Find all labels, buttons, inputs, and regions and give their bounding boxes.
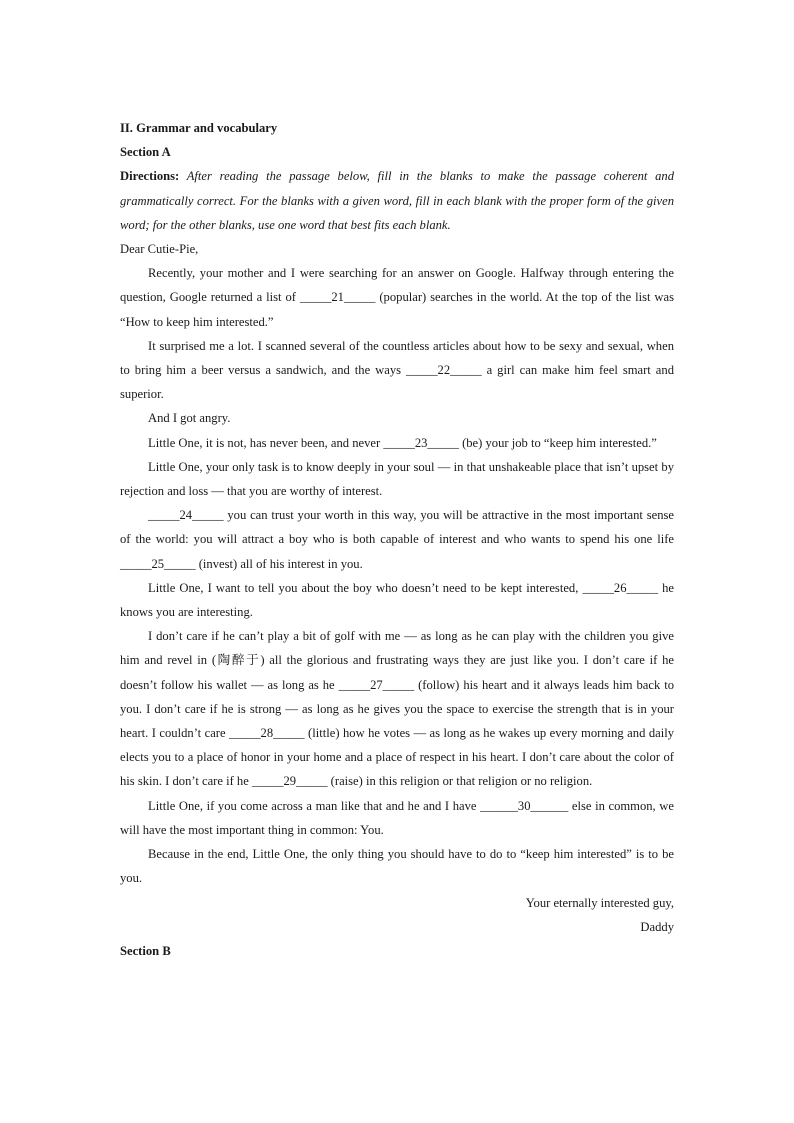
directions-label: Directions: <box>120 169 180 184</box>
document-page <box>120 116 674 963</box>
paragraph: Because in the end, Little One, the only thing you should have to do to “keep him interested” is to be you. <box>120 847 674 886</box>
paragraph: It surprised me a lot. I scanned several of the countless articles about how to be sexy and sexual, when to bring him a beer versus a sandwich, and the ways _____22_____ a girl can make him feel smart and superior. <box>120 338 674 402</box>
paragraph: Little One, I want to tell you about the boy who doesn’t need to be kept interested, _____26_____ he knows you are interesting. <box>120 580 674 620</box>
paragraph: And I got angry. <box>148 411 231 426</box>
directions <box>120 164 674 237</box>
paragraph: Little One, it is not, has never been, and never _____23_____ (be) your job to “keep him interested.” <box>148 435 657 450</box>
section-b-heading: Section B <box>120 943 171 958</box>
letter-signature: Daddy <box>640 919 674 934</box>
paragraph: I don’t care if he can’t play a bit of golf with me — as long as he can play with the children you give him and revel in (陶醉于) all the glorious and frustrating ways they are just like you. I don’t care if he doesn’t follow his wallet — as long as he _____27_____ (follow) his heart and it always leads him back to you. I don’t care if he is strong — as long as he gives you the space to exercise the strength that is in your heart. I couldn’t care _____28_____ (little) how he votes — as long as he wakes up every morning and daily elects you to a place of honor in your home and a place of respect in his heart. I don’t care about the color of his skin. I don’t care if he _____29_____ (raise) in this religion or that religion or no religion. <box>120 629 674 789</box>
paragraph: Recently, your mother and I were searching for an answer on Google. Halfway through entering the question, Google returned a list of _____21_____ (popular) searches in the world. At the top of the list was “How to keep him interested.” <box>120 266 674 329</box>
paragraph: Little One, your only task is to know deeply in your soul — in that unshakeable place that isn’t upset by rejection and loss — that you are worthy of interest. <box>120 459 674 499</box>
directions-text: After reading the passage below, fill in the blanks to make the passage coherent and grammatically correct. For the blanks with a given word, fill in each blank with the proper form of the given word; for the other blanks, use one word that best fits each blank. <box>120 169 674 232</box>
letter-salutation: Dear Cutie-Pie, <box>120 242 199 257</box>
section-a-heading: Section A <box>120 145 171 160</box>
paragraph: Little One, if you come across a man like that and he and I have ______30______ else in common, we will have the most important thing in common: You. <box>120 798 674 837</box>
part-heading: II. Grammar and vocabulary <box>120 121 278 135</box>
paragraph: _____24_____ you can trust your worth in this way, you will be attractive in the most important sense of the world: you will attract a boy who is both capable of interest and who wants to spend his one life _____25_____ (invest) all of his interest in you. <box>120 508 674 571</box>
letter-closing: Your eternally interested guy, <box>525 895 674 910</box>
